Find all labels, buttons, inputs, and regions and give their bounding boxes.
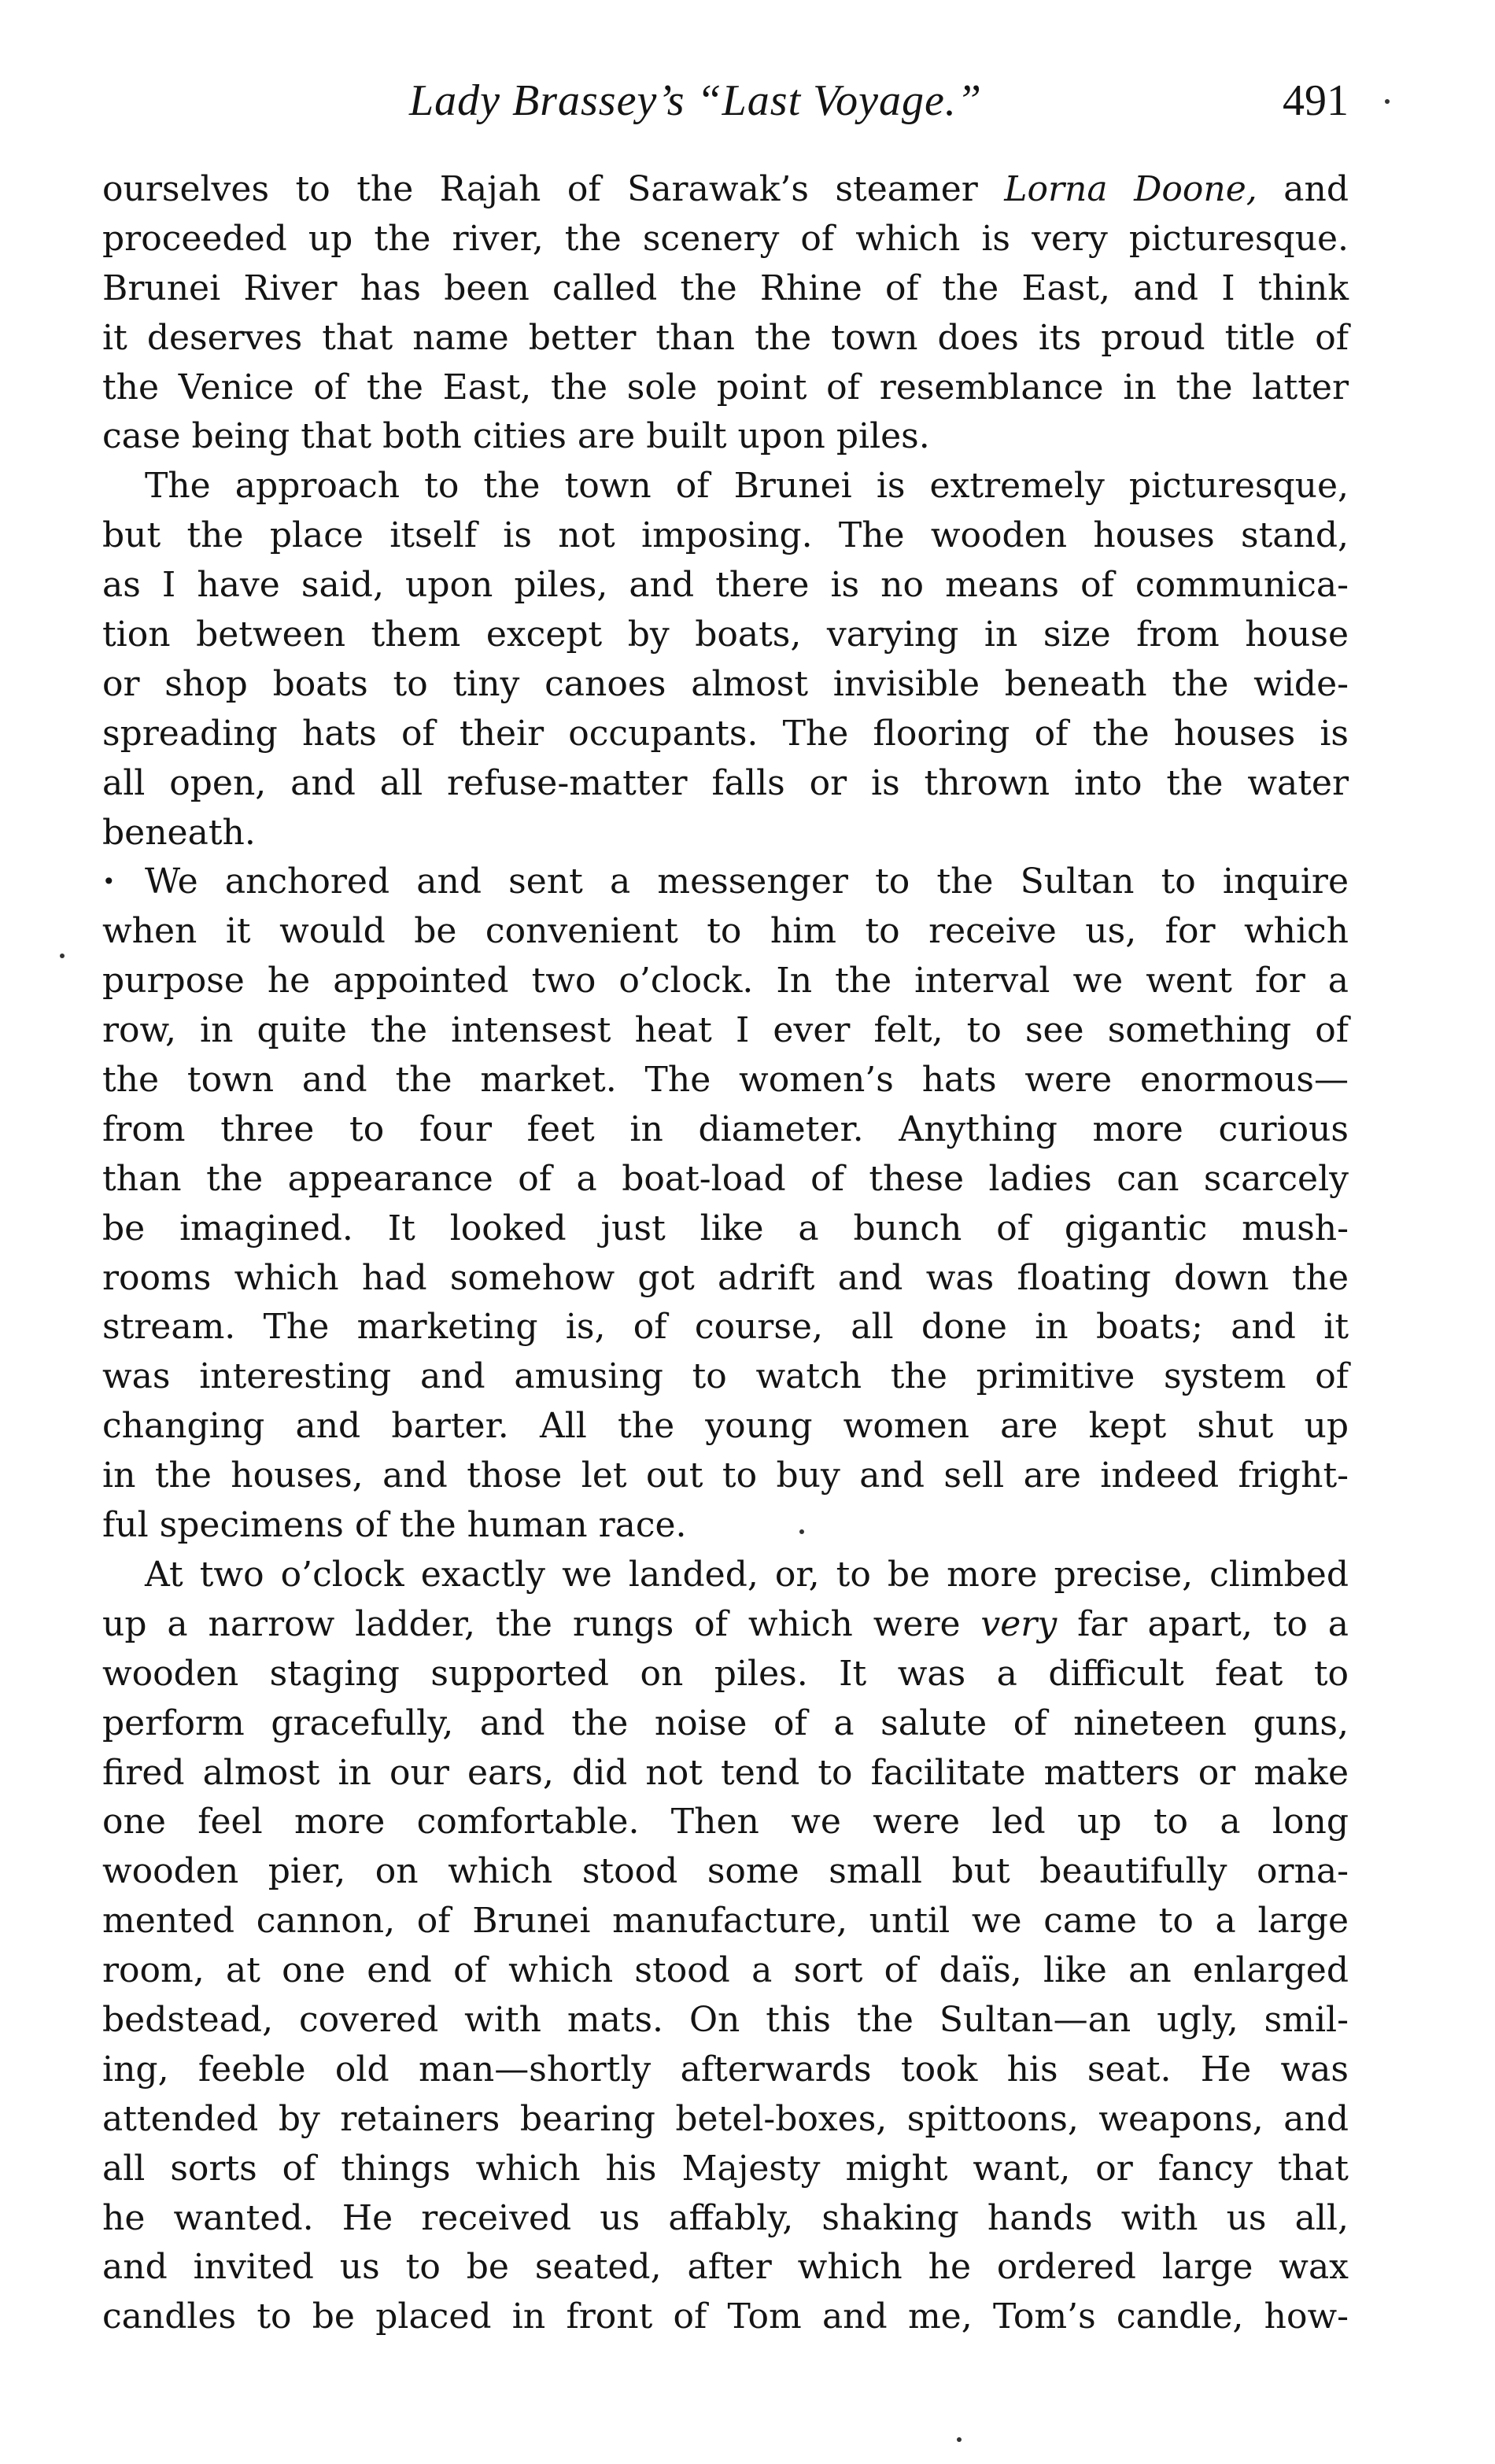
text-line: beneath. — [102, 812, 256, 853]
text-line: from three to four feet in diameter. Anything more curious — [102, 1108, 1349, 1149]
text-line: tion between them except by boats, varying in size from house — [102, 614, 1349, 655]
text-line: The approach to the town of Brunei is extremely picturesque, — [145, 466, 1349, 507]
text-line — [102, 858, 1349, 907]
paragraph-4 — [102, 1551, 1349, 2342]
paragraph-1 — [102, 165, 1349, 462]
text-line: wooden staging supported on piles. It was a difficult feat to — [102, 1653, 1349, 1694]
text-fragment: ourselves to the Rajah of Sarawak’s steamer — [102, 169, 1005, 209]
text-line: mented cannon, of Brunei manufacture, until we came to a large — [102, 1901, 1349, 1942]
text-line: one feel more comfortable. Then we were led up to a long — [102, 1802, 1349, 1842]
text-line: purpose he appointed two o’clock. In the interval we went for a — [102, 961, 1349, 1001]
text-line: row, in quite the intensest heat I ever felt, to see something of — [102, 1010, 1349, 1051]
text-line: candles to be placed in front of Tom and me, Tom’s candle, how- — [102, 2296, 1349, 2337]
text-line: be imagined. It looked just like a bunch of gigantic mush- — [102, 1208, 1349, 1249]
text-fragment: far apart, to a — [1057, 1603, 1349, 1644]
ship-name: Lorna Doone, — [1004, 169, 1257, 209]
text-fragment: We anchored and sent a messenger to the Sultan to inquire — [145, 861, 1349, 902]
text-line: all open, and all refuse-matter falls or is thrown into the water — [102, 762, 1349, 803]
body-text — [102, 165, 1349, 2342]
text-line: stream. The marketing is, of course, all done in boats; and it — [102, 1307, 1349, 1348]
emphasis: very — [980, 1603, 1058, 1644]
text-fragment: and — [1257, 169, 1349, 209]
running-title: Lady Brassey’s “Last Voyage.” — [409, 76, 983, 125]
page-header — [102, 76, 1349, 138]
paragraph-2 — [102, 462, 1349, 858]
text-line: attended by retainers bearing betel-boxes, spittoons, weapons, and — [102, 2098, 1349, 2139]
text-line: ing, feeble old man—shortly afterwards took his seat. He was — [102, 2049, 1349, 2090]
text-line: than the appearance of a boat-load of these ladies can scarcely — [102, 1158, 1349, 1199]
ink-speck — [1385, 99, 1390, 104]
text-line: changing and barter. All the young women are kept shut up — [102, 1406, 1349, 1447]
text-line: wooden pier, on which stood some small but beautifully orna- — [102, 1851, 1349, 1892]
text-line: Brunei River has been called the Rhine of the East, and I think — [102, 267, 1349, 308]
text-line: as I have said, upon piles, and there is no means of communica- — [102, 565, 1349, 606]
text-line: all sorts of things which his Majesty might want, or fancy that — [102, 2148, 1349, 2189]
text-line — [102, 165, 1349, 215]
text-line: At two o’clock exactly we landed, or, to be more precise, climbed — [145, 1554, 1349, 1595]
text-line: bedstead, covered with mats. On this the Sultan—an ugly, smil- — [102, 1999, 1349, 2040]
text-line: ful specimens of the human race. — [102, 1505, 687, 1546]
ink-speck — [799, 1529, 804, 1534]
text-line: rooms which had somehow got adrift and was floating down the — [102, 1257, 1349, 1298]
text-line: perform gracefully, and the noise of a salute of nineteen guns, — [102, 1702, 1349, 1743]
margin-mark: • — [102, 869, 116, 895]
text-line: case being that both cities are built upon piles. — [102, 416, 930, 457]
text-line: fired almost in our ears, did not tend to facilitate matters or make — [102, 1752, 1349, 1793]
text-line: was interesting and amusing to watch the primitive system of — [102, 1356, 1349, 1397]
page-number: 491 — [1283, 76, 1349, 125]
text-line: it deserves that name better than the town does its proud title of — [102, 317, 1349, 358]
ink-speck — [60, 954, 65, 958]
ink-speck — [957, 2437, 962, 2442]
text-line: the Venice of the East, the sole point of resemblance in the latter — [102, 367, 1349, 408]
text-line: room, at one end of which stood a sort of daïs, like an enlarged — [102, 1950, 1349, 1991]
text-line — [102, 1600, 1349, 1650]
text-line: proceeded up the river, the scenery of which is very picturesque. — [102, 218, 1349, 259]
text-fragment: up a narrow ladder, the rungs of which were — [102, 1603, 981, 1644]
text-line: spreading hats of their occupants. The flooring of the houses is — [102, 713, 1349, 754]
paragraph-3 — [102, 858, 1349, 1550]
text-line: or shop boats to tiny canoes almost invisible beneath the wide- — [102, 663, 1349, 704]
text-line: he wanted. He received us affably, shaking hands with us all, — [102, 2197, 1349, 2238]
text-line: in the houses, and those let out to buy and sell are indeed fright- — [102, 1455, 1349, 1496]
text-line: but the place itself is not imposing. The wooden houses stand, — [102, 515, 1349, 556]
text-line: and invited us to be seated, after which he ordered large wax — [102, 2247, 1349, 2288]
text-line: the town and the market. The women’s hats were enormous— — [102, 1060, 1349, 1101]
text-line: when it would be convenient to him to receive us, for which — [102, 911, 1349, 952]
